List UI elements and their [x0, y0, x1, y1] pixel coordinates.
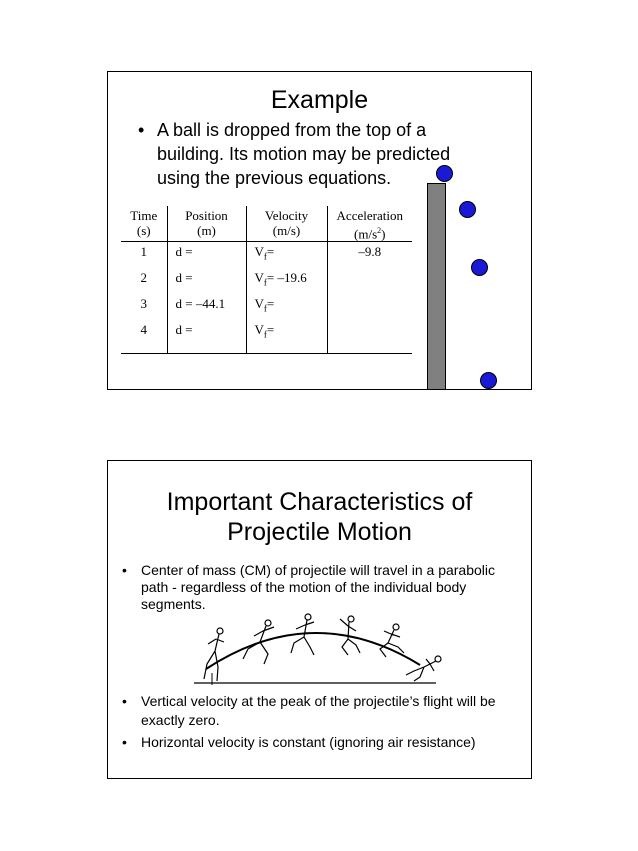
bullet-marker: •: [122, 562, 127, 578]
velocity-symbol: V: [254, 244, 264, 260]
long-jump-sequence-figure: [188, 609, 453, 689]
velocity-subscript: f: [263, 303, 267, 314]
header-time: [121, 206, 167, 242]
cell-position: d =: [167, 320, 246, 354]
header-label: Velocity: [264, 208, 309, 223]
header-unit-close: ): [381, 226, 386, 242]
velocity-subscript: f: [263, 277, 267, 288]
slide-title: [108, 487, 531, 547]
cell-velocity: [246, 268, 327, 294]
table-header-row: [121, 206, 412, 242]
cell-velocity: [246, 294, 327, 320]
bullet-item: [122, 562, 502, 613]
cell-acceleration: [327, 268, 412, 294]
bullet-list-bottom: [122, 692, 517, 752]
bullet-list: [138, 118, 488, 190]
velocity-subscript: f: [263, 329, 267, 340]
ball-t2: [471, 259, 488, 276]
table-row: [121, 268, 412, 294]
cell-velocity: [246, 242, 327, 268]
velocity-symbol: V: [254, 321, 264, 337]
parabolic-path: [206, 633, 420, 669]
header-label: Time: [130, 208, 158, 223]
cell-time: 2: [140, 269, 147, 285]
header-label: Acceleration: [336, 208, 403, 223]
velocity-subscript: f: [263, 251, 267, 262]
motion-table: [121, 206, 412, 354]
bullet-marker: •: [138, 120, 145, 140]
table-row: [121, 242, 412, 268]
header-label: Position: [185, 208, 228, 223]
bullet-item: [122, 692, 517, 730]
header-velocity: [246, 206, 327, 242]
bullet-text: A ball is dropped from the top of a building. Its motion may be predicted using the previous equations.: [157, 120, 451, 188]
header-acceleration: [327, 206, 412, 242]
slide-projectile-characteristics: [107, 460, 532, 779]
cell-acceleration: [327, 320, 412, 354]
table-row: [121, 294, 412, 320]
slide-example: [107, 71, 532, 390]
jumper-silhouettes: [204, 614, 441, 681]
title-line-2: Projectile Motion: [227, 518, 412, 546]
table-row: [121, 320, 412, 354]
cell-position: d =: [167, 268, 246, 294]
cell-time: 4: [140, 321, 147, 337]
title-line-1: Important Characteristics of: [166, 488, 473, 516]
header-unit: (m/s: [354, 226, 378, 242]
header-position: [167, 206, 246, 242]
bullet-text: Center of mass (CM) of projectile will travel in a parabolic path - regardless of the motion of the individual body segments.: [141, 562, 496, 612]
velocity-symbol: V: [254, 269, 264, 285]
bullet-item: [122, 733, 517, 752]
cell-position: d =: [167, 242, 246, 268]
cell-position: d = –44.1: [167, 294, 246, 320]
header-unit: (m/s): [272, 223, 301, 238]
header-unit: (m): [197, 223, 216, 238]
bullet-text: Vertical velocity at the peak of the projectile’s flight will be exactly zero.: [141, 693, 496, 728]
bullet-list-top: [122, 562, 502, 613]
bullet-text: Horizontal velocity is constant (ignoring air resistance): [141, 734, 476, 750]
cell-velocity: [246, 320, 327, 354]
bullet-marker: •: [122, 693, 127, 709]
velocity-value: = –19.6: [266, 269, 307, 285]
slide-title: Example: [270, 86, 369, 114]
velocity-value: =: [266, 321, 275, 337]
header-unit-exponent: 2: [377, 226, 382, 235]
bullet-marker: •: [122, 734, 127, 750]
header-unit: (s): [136, 223, 151, 238]
cell-acceleration: [327, 294, 412, 320]
cell-time: 1: [121, 242, 167, 268]
ball-t1: [459, 201, 476, 218]
velocity-symbol: V: [254, 295, 264, 311]
ball-t0: [436, 165, 453, 182]
bullet-item: [138, 118, 488, 190]
velocity-value: =: [266, 295, 275, 311]
building: [427, 183, 446, 390]
cell-time: 3: [140, 295, 147, 311]
ball-t3: [480, 372, 497, 389]
velocity-value: =: [266, 244, 275, 260]
cell-acceleration: –9.8: [327, 242, 412, 268]
